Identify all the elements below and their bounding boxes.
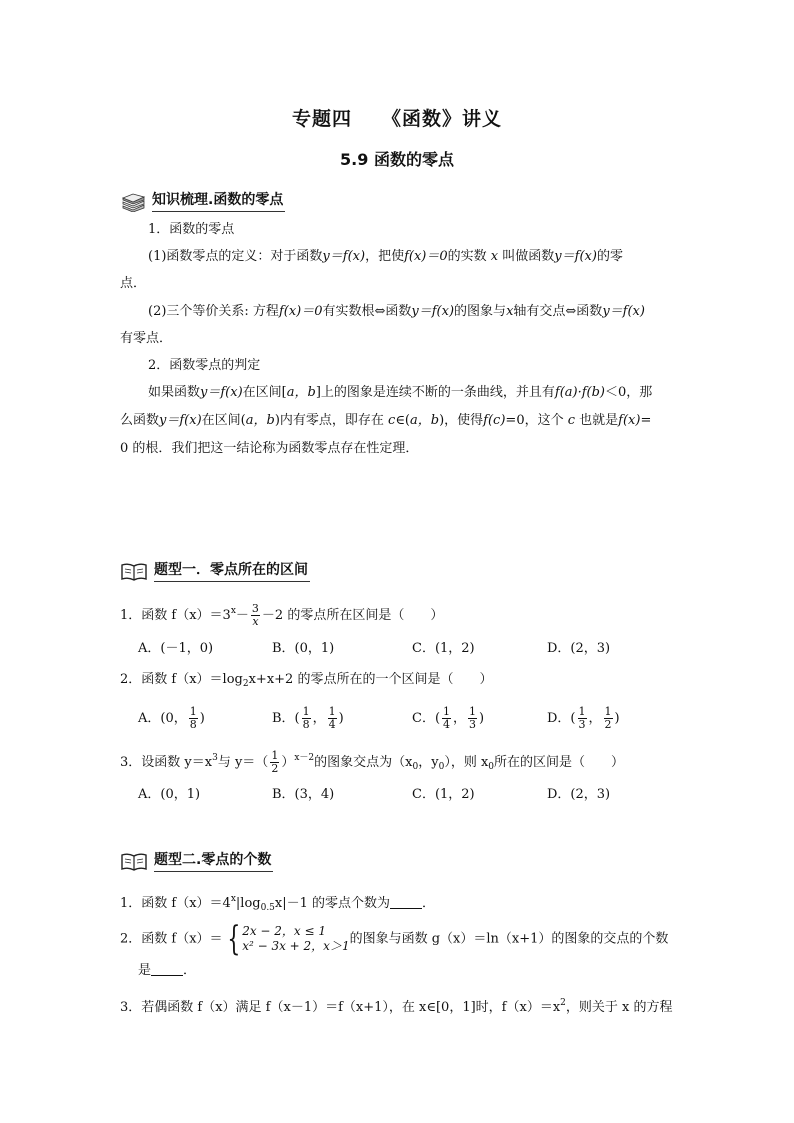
title-topic: 专题四 (291, 108, 352, 130)
type1-q2-option-b[interactable]: B．( $\frac{1}{8}$ ， $\frac{1}{4}$ ) (272, 705, 344, 731)
type1-question-1: 1．函数 $f(x)=3^x-$ $\frac{3}{x}$ －2 的零点所在区间是（ ） (120, 602, 444, 628)
type1-q1-option-b[interactable]: B．(0，1) (272, 641, 335, 656)
knowledge-para-3: 如果函数y＝f(x)在区间[a，b]上的图象是连续不断的一条曲线，并且有f(a)·f(b)＜0，那 (148, 385, 653, 400)
type1-q2-option-a[interactable]: A．(0， $\frac{1}{8}$ ) (138, 705, 205, 731)
type1-q3-option-c[interactable]: C．(1，2) (412, 787, 475, 802)
type1-q2-option-d[interactable]: D．( $\frac{1}{3}$ ， $\frac{1}{2}$ ) (547, 705, 620, 731)
type2-question-3: 3．若偶函数 f（x）满足 f（x－1）＝f（x+1），在 x∈[0，1]时，$f(x)=x^2$，则关于 x 的方程 (120, 998, 673, 1015)
type1-q3-option-a[interactable]: A．(0，1) (138, 787, 201, 802)
knowledge-heading-1: 1．函数的零点 (148, 222, 235, 237)
page-subtitle: 5.9 函数的零点 (340, 150, 454, 169)
knowledge-para-2-cont: 有零点． (120, 331, 173, 346)
open-book-icon (120, 562, 148, 582)
answer-blank[interactable] (151, 963, 183, 976)
section-type1-label: 题型一．零点所在的区间 (154, 559, 310, 582)
type2-question-1: 1．函数 $f(x)=4^x|\log_{0.5}x|-1$ 的零点个数为 ． (120, 894, 436, 913)
type1-q1-option-a[interactable]: A．(－1，0) (138, 641, 214, 656)
section-knowledge-heading (120, 186, 285, 212)
knowledge-para-4: 么函数y＝f(x)在区间(a，b)内有零点，即存在 c∈(a，b)，使得f(c)=0，这个 c 也就是f(x)= (120, 413, 652, 428)
type1-question-2: 2．函数 $f(x)=\log_2x+x+2$ 的零点所在的一个区间是（ ） (120, 672, 493, 689)
type1-q3-option-d[interactable]: D．(2，3) (547, 787, 611, 802)
type1-q1-option-c[interactable]: C．(1，2) (412, 641, 475, 656)
section-knowledge-label: 知识梳理.函数的零点 (152, 189, 285, 212)
type1-q3-option-b[interactable]: B．(3，4) (272, 787, 335, 802)
open-book-icon (120, 852, 148, 872)
knowledge-heading-2: 2．函数零点的判定 (148, 358, 261, 373)
piecewise-definition: 2x − 2，x ≤ 1 x² − 3x + 2，x＞1 (242, 924, 350, 953)
knowledge-para-1: (1)函数零点的定义：对于函数y＝f(x)，把使f(x)＝0的实数 x 叫做函数y＝f(x)的零 (148, 249, 623, 264)
knowledge-para-2: (2)三个等价关系: 方程f(x)＝0有实数根⇔函数y＝f(x)的图象与x轴有交点⇔函数y＝f(x) (148, 304, 645, 319)
books-icon (120, 192, 146, 212)
knowledge-para-5: 0 的根．我们把这一结论称为函数零点存在性定理． (120, 441, 419, 456)
answer-blank[interactable] (390, 896, 422, 909)
type1-question-3: 3．设函数 $y=x^3$与 y＝（ $\frac{1}{2}$ ）$^{x-2}$的图象交点为（$x_0$，$y_0$），则 $x_0$所在的区间是（ ） (120, 749, 625, 775)
type2-question-2: 2．函数 f（x）＝ { 2x − 2，x ≤ 1 x² − 3x + 2，x＞1 的图象与函数 g（x）＝ln（x+1）的图象的交点的个数 (120, 919, 669, 959)
page-title (0, 104, 794, 131)
section-type1-heading (120, 556, 310, 582)
section-type2-label: 题型二.零点的个数 (154, 849, 273, 872)
title-lecture: 《函数》讲义 (382, 108, 503, 130)
type2-question-2-cont: 是 ． (138, 963, 197, 978)
type1-q2-option-c[interactable]: C．( $\frac{1}{4}$ ， $\frac{1}{3}$ ) (412, 705, 485, 731)
type1-q1-option-d[interactable]: D．(2，3) (547, 641, 611, 656)
section-type2-heading (120, 846, 273, 872)
knowledge-para-1-cont: 点． (120, 276, 147, 291)
